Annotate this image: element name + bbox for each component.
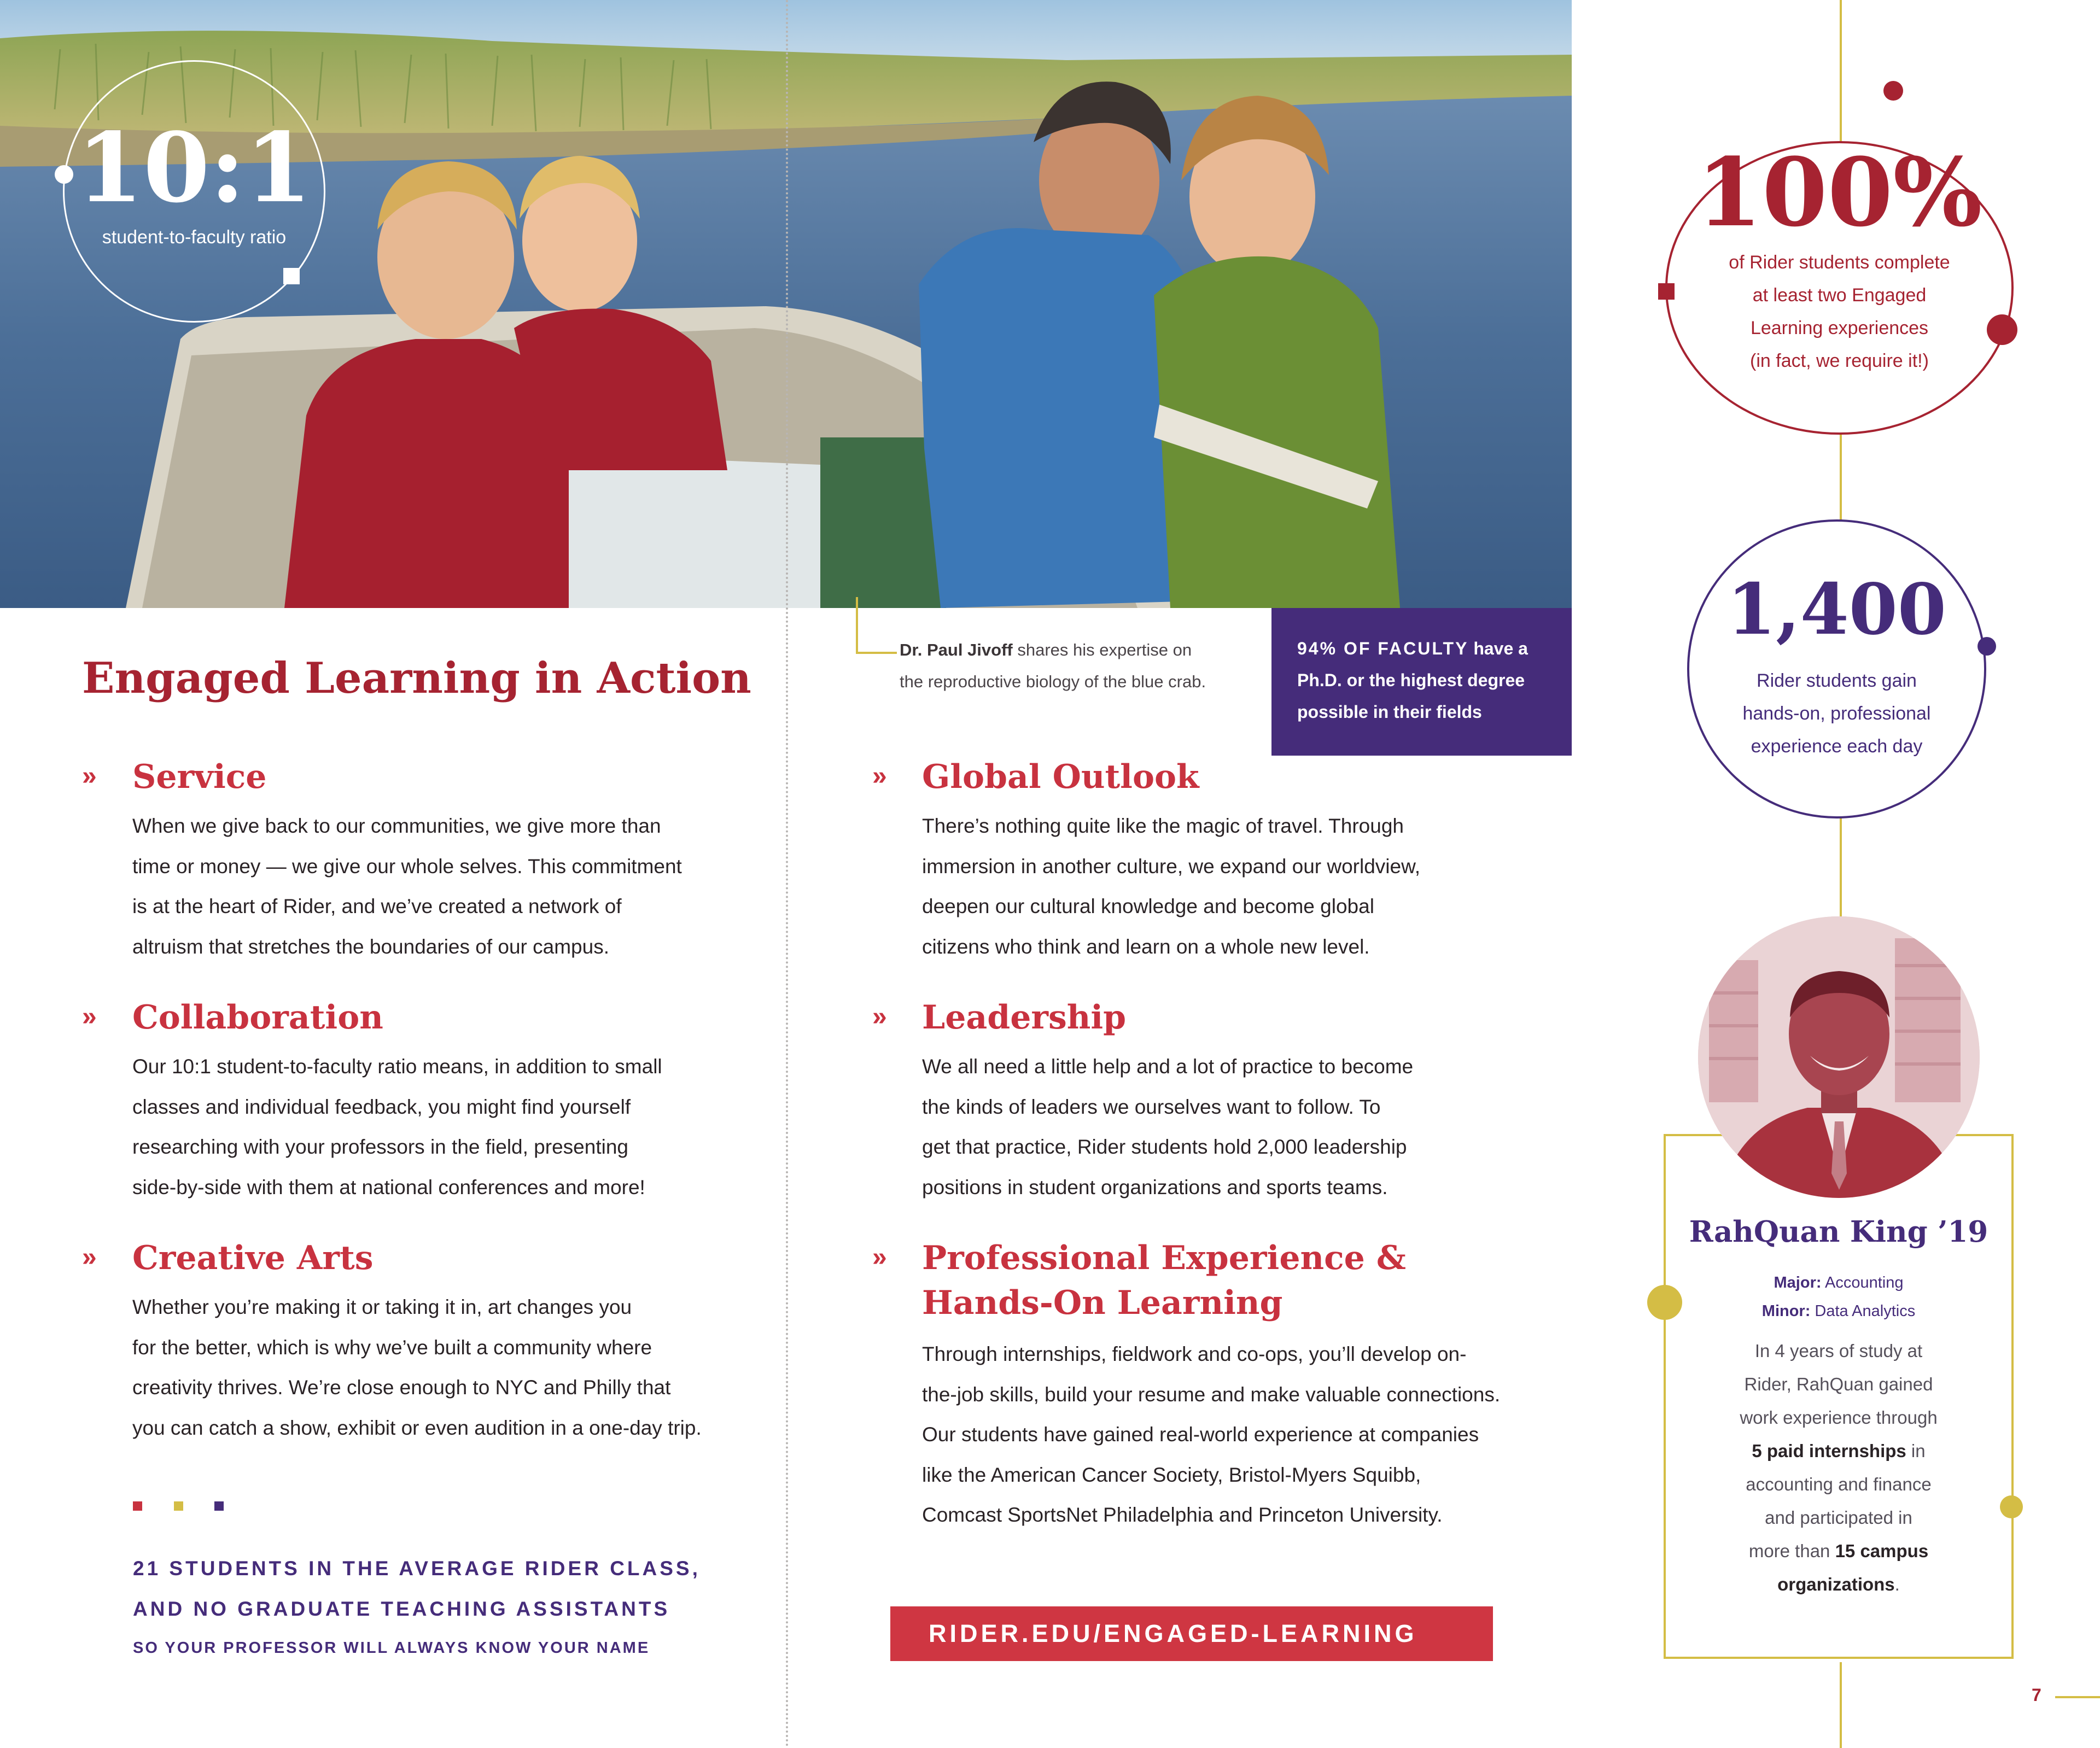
profile-major-minor: Major: Accounting Minor: Data Analytics [1761, 1274, 1916, 1320]
photo-caption: Dr. Paul Jivoff shares his expertise on the reproductive biology of the blue crab. [900, 640, 1206, 691]
section-body-collaboration: Our 10:1 student-to-faculty ratio means, in addition to small classes and individual feedback, you might find yourself researching with your professors in the field, presenting side-by-side with them at national conferences and more! [132, 1055, 662, 1199]
section-title-collaboration: Collaboration [132, 998, 383, 1037]
ratio-value: 10:1 [77, 112, 312, 224]
class-size-stat-line1: 21 STUDENTS IN THE AVERAGE RIDER CLASS, [133, 1557, 701, 1580]
sidebar-vertical-line-bottom [1840, 1662, 1842, 1748]
stat-100-value: 100% [1696, 137, 1982, 248]
page-number-rule [2055, 1696, 2100, 1698]
section-body-service: When we give back to our communities, we give more than time or money — we give our whole selves. This commitment is at the heart of Rider, and we’ve created a network of altruism that stretches the boundaries of our campus. [132, 815, 682, 958]
section-body-leadership: We all need a little help and a lot of practice to become the kinds of leaders we ourselves want to follow. To get that practice, Rider students hold 2,000 leadership positions in student organizations and sports teams. [922, 1055, 1414, 1199]
chevron-icon: » [872, 1002, 887, 1031]
stat-1400-description: Rider students gain hands-on, professional experience each day [1742, 670, 1931, 757]
ratio-label: student-to-faculty ratio [102, 227, 287, 248]
section-title-service: Service [132, 758, 267, 796]
section-title-professional-experience: Professional Experience & Hands-On Learning [922, 1239, 1406, 1322]
page-number: 7 [2032, 1685, 2041, 1705]
faculty-stat-text: 94% OF FACULTY have a Ph.D. or the highest degree possible in their fields [1297, 639, 1528, 722]
stat-100-description: of Rider students complete at least two Engaged Learning experiences (in fact, we require it!) [1729, 252, 1950, 371]
caption-bracket [856, 597, 897, 654]
section-body-professional-experience: Through internships, fieldwork and co-ops, you’ll develop on- the-job skills, build your resume and make valuable connections. Our students have gained real-world experience at companies like the American Cancer Society, Bristol-Myers Squibb, Comcast SportsNet Philadelphia and Princeton University. [922, 1343, 1501, 1526]
class-size-stat-line3: SO YOUR PROFESSOR WILL ALWAYS KNOW YOUR NAME [133, 1639, 650, 1657]
decor-square-purple [214, 1501, 224, 1511]
caption-name: Dr. Paul Jivoff [900, 640, 1013, 659]
chevron-icon: » [82, 762, 97, 791]
profile-name: RahQuan King ’19 [1689, 1215, 1988, 1249]
section-title-creative-arts: Creative Arts [132, 1239, 374, 1277]
chevron-icon: » [872, 762, 887, 791]
chevron-icon: » [82, 1002, 97, 1031]
section-body-global-outlook: There’s nothing quite like the magic of travel. Through immersion in another culture, we expand our worldview, deepen our cultural knowledge and become global citizens who think and learn on a whole new level. [922, 815, 1421, 958]
ratio-square-marker [283, 268, 300, 284]
decor-square-gold [174, 1501, 183, 1511]
stat-1400-value: 1,400 [1727, 569, 1946, 651]
class-size-stat-line2: AND NO GRADUATE TEACHING ASSISTANTS [133, 1598, 670, 1620]
page-headline: Engaged Learning in Action [82, 653, 751, 703]
section-title-leadership: Leadership [922, 998, 1127, 1037]
stat-100-dot-top [1883, 81, 1903, 101]
section-title-global-outlook: Global Outlook [922, 758, 1199, 796]
avatar [1698, 916, 1980, 1198]
decor-square-red [133, 1501, 142, 1511]
profile-description: In 4 years of study at Rider, RahQuan gained work experience through 5 paid internships in accounting and finance and participated in more than 15 campus organizations. [1740, 1341, 1938, 1594]
chevron-icon: » [872, 1243, 887, 1272]
page-gutter [786, 0, 788, 1748]
engaged-learning-link-label[interactable]: RIDER.EDU/ENGAGED-LEARNING [929, 1620, 1418, 1647]
chevron-icon: » [82, 1243, 97, 1272]
section-body-creative-arts: Whether you’re making it or taking it in, art changes you for the better, which is why we’ve built a community where creativity thrives. We’re close enough to NYC and Philly that you can catch a show, exhibit or even audition in a one-day trip. [132, 1296, 702, 1439]
